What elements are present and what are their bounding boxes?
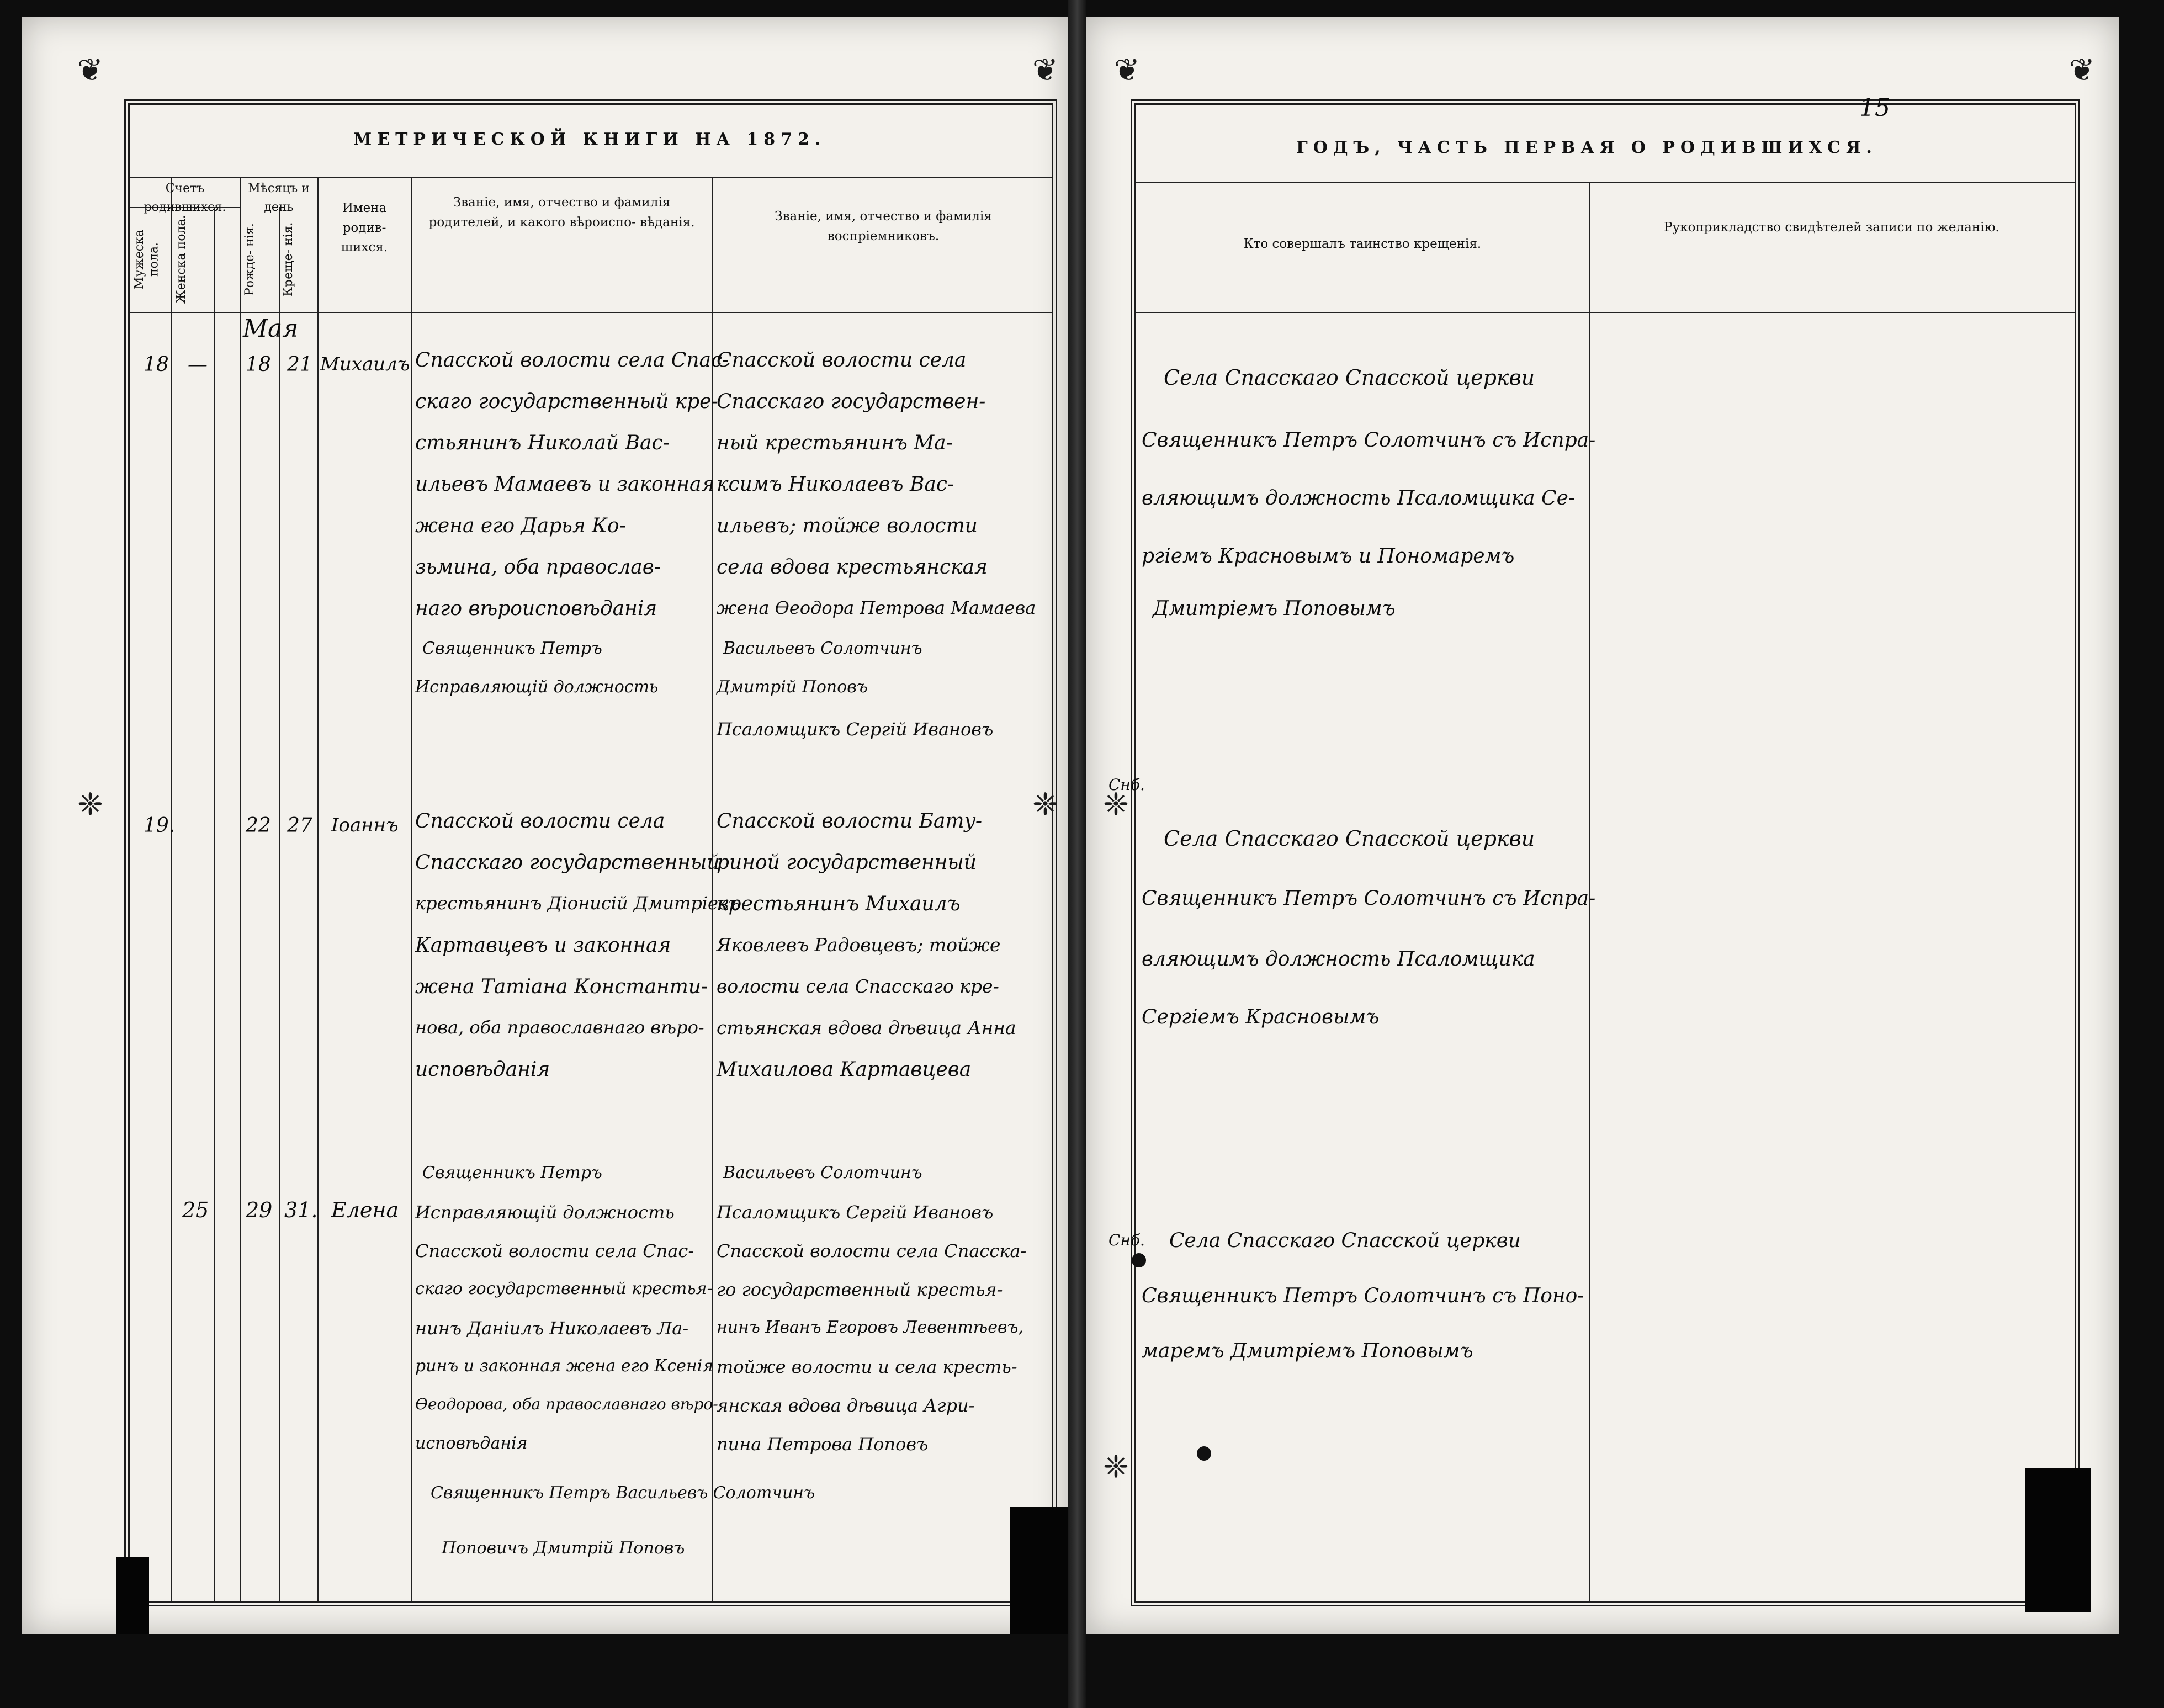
entry-godparents-line: риной государственный bbox=[717, 851, 977, 874]
entry-godparents-line: Псаломщикъ Сергій Ивановъ bbox=[717, 719, 994, 740]
entry-godparents-line: Спасской волости села bbox=[717, 349, 967, 372]
left-page bbox=[22, 17, 1068, 1634]
entry-godparents-line: волости села Спасскаго кре- bbox=[717, 975, 999, 997]
entry-parents-line: исповѣданія bbox=[415, 1434, 528, 1453]
entry-baptism: 21 bbox=[287, 353, 312, 376]
entry-parents-line: нинъ Даніилъ Николаевъ Ла- bbox=[415, 1318, 689, 1339]
entry-parents-line: наго вѣроисповѣданія bbox=[415, 597, 657, 620]
entry-godparents-line: стьянская вдова дѣвица Анна bbox=[717, 1017, 1016, 1038]
entry-parents-line: ильевъ Мамаевъ и законная bbox=[415, 473, 715, 496]
entry-parents-line: крестьянинъ Діонисій Дмитріевъ bbox=[415, 893, 740, 914]
entry-parents-line: Спасскаго государственный bbox=[415, 851, 720, 874]
entry-signature-line: Поповичъ Дмитрій Поповъ bbox=[442, 1539, 685, 1558]
header-parents: Званіе, имя, отчество и фамилія родителей, и какого вѣроиспо- вѣданія. bbox=[428, 195, 695, 230]
entry-parents-line: Исправляющій должность bbox=[415, 677, 659, 697]
entry-parents-line: жена его Дарья Ко- bbox=[415, 514, 626, 537]
entry-parents-line: Спасской волости села Спас- bbox=[415, 1240, 694, 1261]
table-rule bbox=[1136, 182, 2075, 183]
ornament-icon: ❦ bbox=[1032, 52, 1058, 88]
ornament-icon: ❈ bbox=[1103, 787, 1129, 823]
performer-line: Сергіемъ Красновымъ bbox=[1142, 1006, 1380, 1028]
dark-edge bbox=[2025, 1468, 2091, 1612]
header-male: Мужеска пола. bbox=[132, 230, 161, 289]
entry-parents-line: Священникъ Петръ bbox=[422, 639, 602, 658]
month-label: Мая bbox=[243, 315, 299, 343]
page-number: 15 bbox=[1859, 94, 1890, 122]
performer-line: вляющимъ должность Псаломщика Се- bbox=[1142, 487, 1576, 510]
performer-line: вляющимъ должность Псаломщика bbox=[1142, 948, 1535, 970]
entry-godparents-line: Яковлевъ Радовцевъ; тойже bbox=[717, 934, 1001, 956]
entry-parents-line: исповѣданія bbox=[415, 1058, 550, 1081]
header-birth: Рожде- нія. bbox=[243, 223, 257, 296]
entry-godparents-line: ильевъ; тойже волости bbox=[717, 514, 978, 537]
margin-mark: Снб. bbox=[1108, 1231, 1145, 1249]
entry-godparents-line: янская вдова дѣвица Агри- bbox=[717, 1395, 975, 1416]
entry-godparents-line: ксимъ Николаевъ Вас- bbox=[717, 473, 954, 496]
performer-line: Священникъ Петръ Солотчинъ съ Испра- bbox=[1142, 887, 1596, 910]
column-rule bbox=[240, 177, 241, 1601]
entry-godparents-line: го государственный крестья- bbox=[717, 1279, 1003, 1300]
performer-line: Священникъ Петръ Солотчинъ съ Поно- bbox=[1142, 1285, 1584, 1307]
header-count: Счетъ родившихся. bbox=[144, 182, 226, 215]
entry-godparents-line: Спасской волости села Спасска- bbox=[717, 1240, 1027, 1261]
page-frame bbox=[1131, 99, 2080, 1606]
entry-parents-line: жена Татіана Константи- bbox=[415, 975, 708, 998]
header-female: Женска пола. bbox=[174, 215, 188, 304]
margin-mark: Снб. bbox=[1108, 776, 1145, 794]
entry-godparents-line: Васильевъ Солотчинъ bbox=[723, 1163, 922, 1182]
column-rule bbox=[279, 207, 280, 1601]
entry-name: Іоаннъ bbox=[331, 814, 399, 836]
page-title: МЕТРИЧЕСКОЙ КНИГИ НА 1872. bbox=[353, 130, 826, 149]
page-title: ГОДЪ, ЧАСТЬ ПЕРВАЯ О РОДИВШИХСЯ. bbox=[1296, 138, 1877, 157]
performer-line: Села Спасскаго Спасской церкви bbox=[1164, 365, 1535, 390]
entry-birth: 18 bbox=[246, 353, 271, 376]
entry-godparents-line: жена Ѳеодора Петрова Мамаева bbox=[717, 597, 1036, 618]
performer-line: Села Спасскаго Спасской церкви bbox=[1164, 826, 1535, 851]
dark-edge bbox=[116, 1557, 149, 1634]
entry-name: Михаилъ bbox=[320, 353, 410, 375]
ornament-icon: ❈ bbox=[1032, 787, 1058, 823]
entry-godparents-line: пина Петрова Поповъ bbox=[717, 1434, 929, 1455]
header-godparents: Званіе, имя, отчество и фамилія воспріемниковъ. bbox=[775, 209, 992, 243]
entry-parents-line: Спасской волости села Спас- bbox=[415, 349, 729, 372]
ornament-icon: ❦ bbox=[2069, 52, 2095, 88]
ornament-icon: ❈ bbox=[1103, 1449, 1129, 1485]
entry-godparents-line: Спасской волости Батy- bbox=[717, 810, 983, 832]
header-witnesses: Рукоприкладство свидѣтелей записи по желанію. bbox=[1664, 220, 1999, 235]
header-baptism: Креще- нія. bbox=[282, 222, 295, 297]
ornament-icon: ❈ bbox=[77, 787, 103, 823]
book-gutter bbox=[1068, 0, 1086, 1708]
table-rule bbox=[130, 312, 1052, 313]
entry-parents-line: Картавцевъ и законная bbox=[415, 934, 671, 957]
entry-godparents-line: Спасскаго государствен- bbox=[717, 390, 986, 413]
entry-parents-line: нова, оба православнаго вѣро- bbox=[415, 1017, 704, 1038]
table-rule bbox=[130, 177, 1052, 178]
column-rule bbox=[317, 177, 319, 1601]
header-month-day: Мѣсяцъ и день bbox=[248, 182, 310, 215]
header-performer: Кто совершалъ таинство крещенія. bbox=[1243, 237, 1482, 251]
entry-godparents-line: Псаломщикъ Сергій Ивановъ bbox=[717, 1202, 994, 1223]
performer-line: Дмитріемъ Поповымъ bbox=[1153, 597, 1396, 620]
column-rule bbox=[214, 207, 215, 1601]
entry-parents-line: ринъ и законная жена его Ксенія bbox=[415, 1356, 714, 1376]
entry-godparents-line: Дмитрій Поповъ bbox=[717, 677, 868, 697]
entry-godparents-line: Михаилова Картавцева bbox=[717, 1058, 972, 1081]
header-names: Имена родив- шихся. bbox=[341, 201, 388, 255]
entry-female: 25 bbox=[182, 1198, 209, 1222]
entry-birth: 29 bbox=[246, 1198, 273, 1222]
entry-baptism: 27 bbox=[287, 814, 312, 837]
column-rule bbox=[171, 177, 172, 1601]
entry-male: 19. bbox=[144, 814, 176, 837]
entry-signature-line: Священникъ Петръ Васильевъ Солотчинъ bbox=[431, 1483, 815, 1503]
entry-godparents-line: села вдова крестьянская bbox=[717, 556, 988, 579]
entry-godparents-line: нинъ Иванъ Егоровъ Левентѣевъ, bbox=[717, 1318, 1023, 1337]
column-rule bbox=[411, 177, 412, 1601]
entry-parents-line: зьмина, оба православ- bbox=[415, 556, 661, 579]
entry-godparents-line: тойже волости и села кресть- bbox=[717, 1356, 1017, 1377]
performer-line: Села Спасскаго Спасской церкви bbox=[1169, 1229, 1521, 1252]
right-page bbox=[1086, 17, 2119, 1634]
entry-parents-line: скаго государственный крестья- bbox=[415, 1279, 713, 1298]
performer-line: маремъ Дмитріемъ Поповымъ bbox=[1142, 1340, 1473, 1362]
entry-female: — bbox=[188, 353, 208, 376]
table-rule bbox=[1136, 312, 2075, 313]
ornament-icon: ❦ bbox=[1114, 52, 1140, 88]
dark-edge bbox=[1010, 1507, 1068, 1634]
entry-godparents-line: ный крестьянинъ Ма- bbox=[717, 432, 953, 454]
entry-godparents-line: Васильевъ Солотчинъ bbox=[723, 639, 922, 658]
performer-line: ргіемъ Красновымъ и Пономаремъ bbox=[1142, 545, 1515, 567]
entry-parents-line: стьянинъ Николай Вас- bbox=[415, 432, 670, 454]
entry-parents-line: Исправляющій должность bbox=[415, 1202, 675, 1223]
entry-parents-line: скаго государственный кре- bbox=[415, 390, 718, 413]
entry-parents-line: Священникъ Петръ bbox=[422, 1163, 602, 1182]
entry-parents-line: Ѳеодорова, оба православнаго вѣро- bbox=[415, 1395, 718, 1413]
ink-blot bbox=[1132, 1253, 1146, 1267]
ink-blot bbox=[1197, 1446, 1211, 1461]
entry-parents-line: Спасской волости села bbox=[415, 810, 665, 832]
performer-line: Священникъ Петръ Солотчинъ съ Испра- bbox=[1142, 429, 1596, 452]
entry-birth: 22 bbox=[246, 814, 271, 837]
ornament-icon: ❦ bbox=[77, 52, 103, 88]
entry-godparents-line: крестьянинъ Михаилъ bbox=[717, 893, 961, 915]
entry-male: 18 bbox=[144, 353, 169, 376]
entry-baptism: 31. bbox=[284, 1198, 318, 1222]
entry-name: Елена bbox=[331, 1198, 399, 1222]
